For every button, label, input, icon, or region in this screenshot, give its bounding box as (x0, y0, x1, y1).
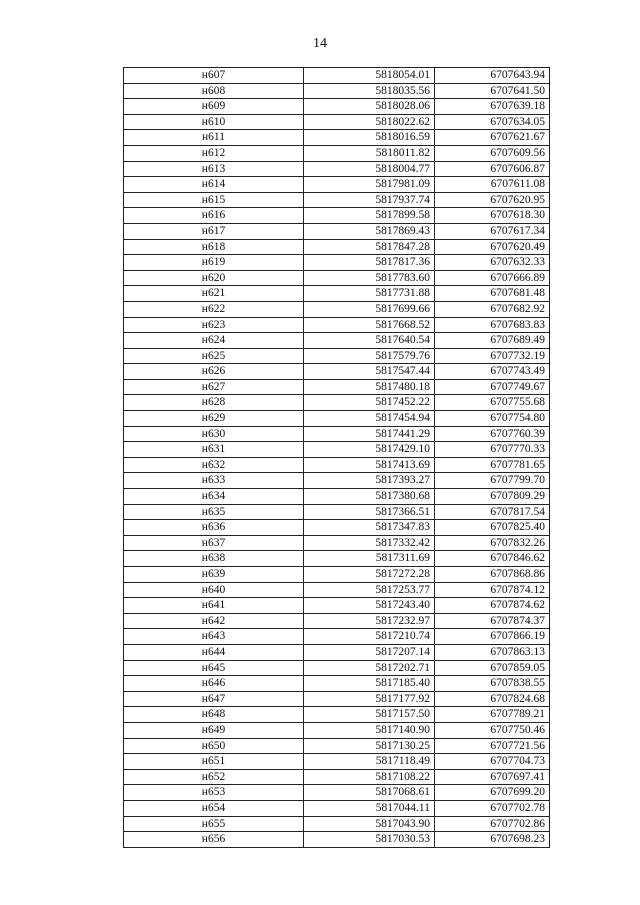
table-row (124, 317, 550, 333)
x-coordinate-cell: 5818011.82 (304, 145, 435, 161)
point-id-cell: н615 (124, 192, 304, 208)
x-coordinate-cell: 5817243.40 (304, 598, 435, 614)
table-row (124, 816, 550, 832)
point-id-cell: н639 (124, 567, 304, 583)
x-coordinate-cell: 5817207.14 (304, 644, 435, 660)
table-row (124, 145, 550, 161)
y-coordinate-cell: 6707698.23 (435, 832, 550, 848)
x-coordinate-cell: 5817429.10 (304, 442, 435, 458)
y-coordinate-cell: 6707750.46 (435, 722, 550, 738)
point-id-cell: н650 (124, 738, 304, 754)
y-coordinate-cell: 6707666.89 (435, 270, 550, 286)
x-coordinate-cell: 5817232.97 (304, 613, 435, 629)
y-coordinate-cell: 6707699.20 (435, 785, 550, 801)
table-row (124, 722, 550, 738)
x-coordinate-cell: 5817210.74 (304, 629, 435, 645)
x-coordinate-cell: 5817130.25 (304, 738, 435, 754)
y-coordinate-cell: 6707641.50 (435, 83, 550, 99)
y-coordinate-cell: 6707681.48 (435, 286, 550, 302)
point-id-cell: н625 (124, 348, 304, 364)
table-row (124, 68, 550, 84)
table-row (124, 800, 550, 816)
y-coordinate-cell: 6707760.39 (435, 426, 550, 442)
y-coordinate-cell: 6707868.86 (435, 567, 550, 583)
point-id-cell: н610 (124, 114, 304, 130)
y-coordinate-cell: 6707832.26 (435, 535, 550, 551)
point-id-cell: н611 (124, 130, 304, 146)
x-coordinate-cell: 5817441.29 (304, 426, 435, 442)
table-row (124, 114, 550, 130)
point-id-cell: н629 (124, 411, 304, 427)
point-id-cell: н614 (124, 177, 304, 193)
y-coordinate-cell: 6707824.68 (435, 691, 550, 707)
point-id-cell: н633 (124, 473, 304, 489)
y-coordinate-cell: 6707754.80 (435, 411, 550, 427)
point-id-cell: н651 (124, 754, 304, 770)
x-coordinate-cell: 5817413.69 (304, 457, 435, 473)
y-coordinate-cell: 6707755.68 (435, 395, 550, 411)
table-row (124, 473, 550, 489)
x-coordinate-cell: 5818022.62 (304, 114, 435, 130)
table-row (124, 520, 550, 536)
y-coordinate-cell: 6707817.54 (435, 504, 550, 520)
point-id-cell: н645 (124, 660, 304, 676)
x-coordinate-cell: 5818004.77 (304, 161, 435, 177)
y-coordinate-cell: 6707704.73 (435, 754, 550, 770)
page-number: 14 (313, 36, 327, 51)
point-id-cell: н640 (124, 582, 304, 598)
point-id-cell: н634 (124, 489, 304, 505)
x-coordinate-cell: 5818035.56 (304, 83, 435, 99)
y-coordinate-cell: 6707866.19 (435, 629, 550, 645)
table-row (124, 582, 550, 598)
y-coordinate-cell: 6707618.30 (435, 208, 550, 224)
y-coordinate-cell: 6707799.70 (435, 473, 550, 489)
table-row (124, 442, 550, 458)
table-row (124, 270, 550, 286)
y-coordinate-cell: 6707770.33 (435, 442, 550, 458)
coordinates-table (123, 67, 550, 848)
x-coordinate-cell: 5817452.22 (304, 395, 435, 411)
y-coordinate-cell: 6707874.37 (435, 613, 550, 629)
table-row (124, 301, 550, 317)
table-row (124, 567, 550, 583)
table-row (124, 769, 550, 785)
point-id-cell: н609 (124, 99, 304, 115)
y-coordinate-cell: 6707621.67 (435, 130, 550, 146)
table-row (124, 426, 550, 442)
y-coordinate-cell: 6707789.21 (435, 707, 550, 723)
table-row (124, 457, 550, 473)
point-id-cell: н623 (124, 317, 304, 333)
x-coordinate-cell: 5817140.90 (304, 722, 435, 738)
x-coordinate-cell: 5818054.01 (304, 68, 435, 84)
x-coordinate-cell: 5817347.83 (304, 520, 435, 536)
point-id-cell: н641 (124, 598, 304, 614)
y-coordinate-cell: 6707809.29 (435, 489, 550, 505)
x-coordinate-cell: 5817731.88 (304, 286, 435, 302)
table-row (124, 707, 550, 723)
table-row (124, 691, 550, 707)
point-id-cell: н627 (124, 379, 304, 395)
table-row (124, 660, 550, 676)
point-id-cell: н613 (124, 161, 304, 177)
point-id-cell: н638 (124, 551, 304, 567)
point-id-cell: н617 (124, 223, 304, 239)
x-coordinate-cell: 5817380.68 (304, 489, 435, 505)
point-id-cell: н612 (124, 145, 304, 161)
y-coordinate-cell: 6707606.87 (435, 161, 550, 177)
y-coordinate-cell: 6707702.78 (435, 800, 550, 816)
x-coordinate-cell: 5818028.06 (304, 99, 435, 115)
point-id-cell: н649 (124, 722, 304, 738)
table-row (124, 99, 550, 115)
table-row (124, 598, 550, 614)
table-row (124, 239, 550, 255)
y-coordinate-cell: 6707617.34 (435, 223, 550, 239)
y-coordinate-cell: 6707863.13 (435, 644, 550, 660)
y-coordinate-cell: 6707683.83 (435, 317, 550, 333)
x-coordinate-cell: 5817547.44 (304, 364, 435, 380)
point-id-cell: н653 (124, 785, 304, 801)
x-coordinate-cell: 5817043.90 (304, 816, 435, 832)
y-coordinate-cell: 6707874.12 (435, 582, 550, 598)
x-coordinate-cell: 5817579.76 (304, 348, 435, 364)
x-coordinate-cell: 5817981.09 (304, 177, 435, 193)
table-row (124, 551, 550, 567)
table-row (124, 629, 550, 645)
point-id-cell: н628 (124, 395, 304, 411)
x-coordinate-cell: 5817480.18 (304, 379, 435, 395)
point-id-cell: н646 (124, 676, 304, 692)
table-row (124, 535, 550, 551)
point-id-cell: н616 (124, 208, 304, 224)
point-id-cell: н643 (124, 629, 304, 645)
x-coordinate-cell: 5817108.22 (304, 769, 435, 785)
x-coordinate-cell: 5817699.66 (304, 301, 435, 317)
table-row (124, 489, 550, 505)
point-id-cell: н631 (124, 442, 304, 458)
x-coordinate-cell: 5817030.53 (304, 832, 435, 848)
table-row (124, 676, 550, 692)
y-coordinate-cell: 6707749.67 (435, 379, 550, 395)
x-coordinate-cell: 5817332.42 (304, 535, 435, 551)
x-coordinate-cell: 5817185.40 (304, 676, 435, 692)
y-coordinate-cell: 6707620.49 (435, 239, 550, 255)
y-coordinate-cell: 6707632.33 (435, 255, 550, 271)
table-row (124, 192, 550, 208)
x-coordinate-cell: 5817393.27 (304, 473, 435, 489)
table-row (124, 411, 550, 427)
table-row (124, 832, 550, 848)
y-coordinate-cell: 6707838.55 (435, 676, 550, 692)
y-coordinate-cell: 6707732.19 (435, 348, 550, 364)
point-id-cell: н635 (124, 504, 304, 520)
x-coordinate-cell: 5817118.49 (304, 754, 435, 770)
table-row (124, 177, 550, 193)
table-row (124, 161, 550, 177)
table-row (124, 785, 550, 801)
table-row (124, 754, 550, 770)
x-coordinate-cell: 5817272.28 (304, 567, 435, 583)
point-id-cell: н626 (124, 364, 304, 380)
point-id-cell: н620 (124, 270, 304, 286)
y-coordinate-cell: 6707721.56 (435, 738, 550, 754)
x-coordinate-cell: 5817177.92 (304, 691, 435, 707)
point-id-cell: н642 (124, 613, 304, 629)
point-id-cell: н652 (124, 769, 304, 785)
table-row (124, 379, 550, 395)
y-coordinate-cell: 6707682.92 (435, 301, 550, 317)
point-id-cell: н621 (124, 286, 304, 302)
table-row (124, 223, 550, 239)
point-id-cell: н647 (124, 691, 304, 707)
x-coordinate-cell: 5817202.71 (304, 660, 435, 676)
x-coordinate-cell: 5818016.59 (304, 130, 435, 146)
point-id-cell: н608 (124, 83, 304, 99)
point-id-cell: н630 (124, 426, 304, 442)
y-coordinate-cell: 6707634.05 (435, 114, 550, 130)
x-coordinate-cell: 5817899.58 (304, 208, 435, 224)
y-coordinate-cell: 6707620.95 (435, 192, 550, 208)
table-row (124, 286, 550, 302)
point-id-cell: н632 (124, 457, 304, 473)
x-coordinate-cell: 5817783.60 (304, 270, 435, 286)
x-coordinate-cell: 5817869.43 (304, 223, 435, 239)
y-coordinate-cell: 6707609.56 (435, 145, 550, 161)
point-id-cell: н644 (124, 644, 304, 660)
x-coordinate-cell: 5817847.28 (304, 239, 435, 255)
x-coordinate-cell: 5817454.94 (304, 411, 435, 427)
table-row (124, 348, 550, 364)
y-coordinate-cell: 6707697.41 (435, 769, 550, 785)
point-id-cell: н656 (124, 832, 304, 848)
table-row (124, 208, 550, 224)
table-row (124, 395, 550, 411)
y-coordinate-cell: 6707781.65 (435, 457, 550, 473)
table-row (124, 255, 550, 271)
x-coordinate-cell: 5817044.11 (304, 800, 435, 816)
x-coordinate-cell: 5817253.77 (304, 582, 435, 598)
x-coordinate-cell: 5817817.36 (304, 255, 435, 271)
point-id-cell: н619 (124, 255, 304, 271)
point-id-cell: н654 (124, 800, 304, 816)
table-row (124, 130, 550, 146)
y-coordinate-cell: 6707874.62 (435, 598, 550, 614)
point-id-cell: н648 (124, 707, 304, 723)
point-id-cell: н618 (124, 239, 304, 255)
y-coordinate-cell: 6707611.08 (435, 177, 550, 193)
point-id-cell: н624 (124, 333, 304, 349)
point-id-cell: н607 (124, 68, 304, 84)
x-coordinate-cell: 5817068.61 (304, 785, 435, 801)
y-coordinate-cell: 6707702.86 (435, 816, 550, 832)
table-row (124, 644, 550, 660)
y-coordinate-cell: 6707689.49 (435, 333, 550, 349)
table-row (124, 504, 550, 520)
x-coordinate-cell: 5817937.74 (304, 192, 435, 208)
x-coordinate-cell: 5817311.69 (304, 551, 435, 567)
table-row (124, 613, 550, 629)
y-coordinate-cell: 6707825.40 (435, 520, 550, 536)
y-coordinate-cell: 6707639.18 (435, 99, 550, 115)
point-id-cell: н655 (124, 816, 304, 832)
x-coordinate-cell: 5817157.50 (304, 707, 435, 723)
y-coordinate-cell: 6707859.05 (435, 660, 550, 676)
table-row (124, 83, 550, 99)
y-coordinate-cell: 6707743.49 (435, 364, 550, 380)
point-id-cell: н622 (124, 301, 304, 317)
table-row (124, 333, 550, 349)
table-row (124, 364, 550, 380)
y-coordinate-cell: 6707846.62 (435, 551, 550, 567)
y-coordinate-cell: 6707643.94 (435, 68, 550, 84)
coordinates-table-body (124, 68, 550, 848)
x-coordinate-cell: 5817640.54 (304, 333, 435, 349)
x-coordinate-cell: 5817668.52 (304, 317, 435, 333)
point-id-cell: н636 (124, 520, 304, 536)
point-id-cell: н637 (124, 535, 304, 551)
x-coordinate-cell: 5817366.51 (304, 504, 435, 520)
table-row (124, 738, 550, 754)
